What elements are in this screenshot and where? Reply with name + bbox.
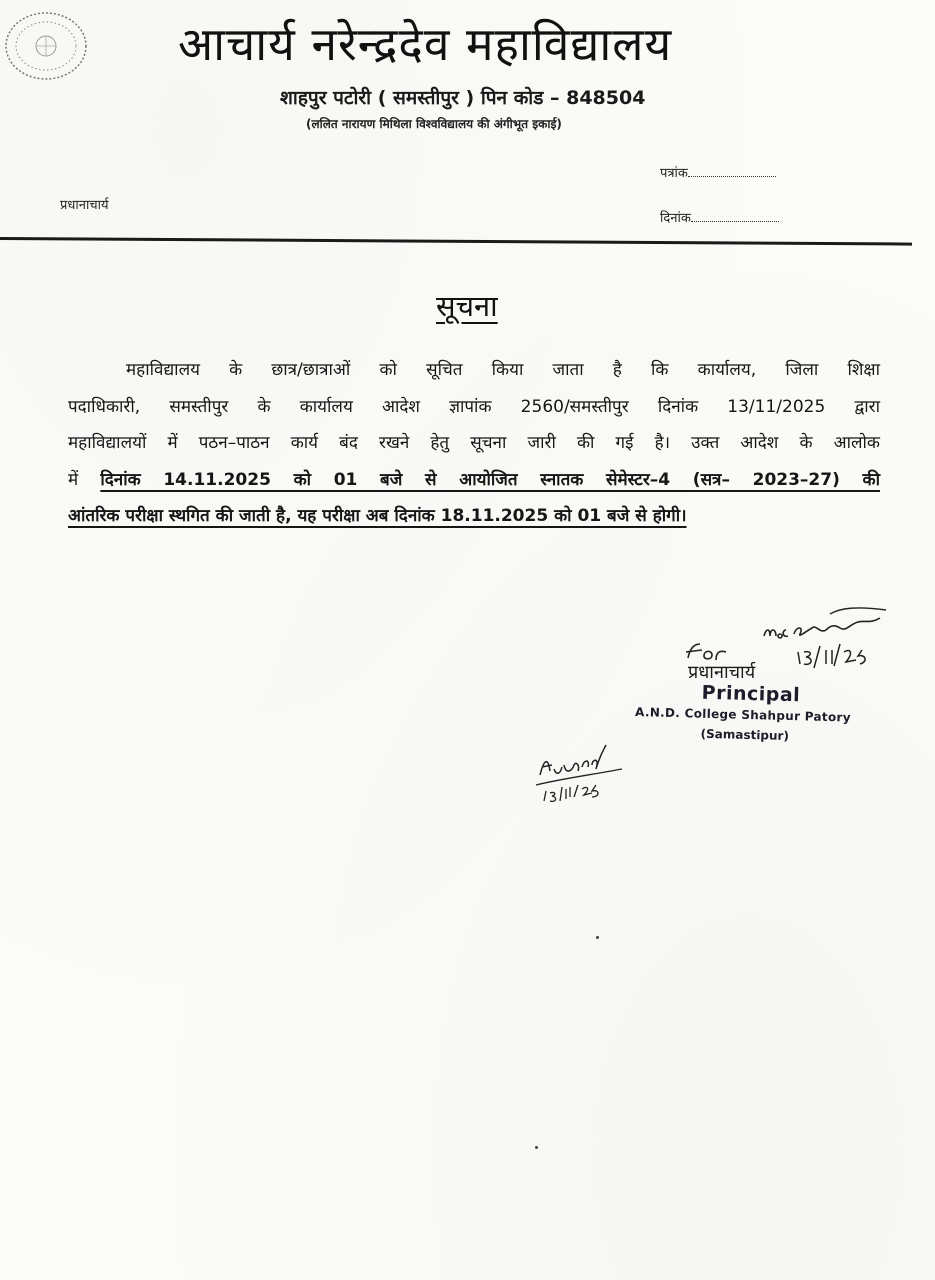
notice-line-5-highlight: आंतरिक परीक्षा स्थगित की जाती है, यह परीक्षा अब दिनांक 18.11.2025 को 01 बजे से होगी। (68, 506, 687, 526)
ref-number-label: पत्रांक (660, 166, 688, 181)
letterhead-designation: प्रधानाचार्य (60, 198, 109, 213)
college-seal-icon (2, 10, 88, 82)
notice-line-1: महाविद्यालय के छात्र/छात्राओं को सूचित किया जाता है कि कार्यालय, जिला शिक्षा (126, 360, 880, 380)
notice-line-5 (68, 498, 880, 535)
speck (535, 1146, 538, 1149)
date-blank (691, 211, 779, 222)
speck (596, 936, 599, 939)
notice-line-4 (68, 462, 880, 499)
notice-title: सूचना (436, 289, 498, 323)
ref-number-blank (688, 166, 776, 177)
header-divider (0, 237, 912, 246)
signatory-designation: प्रधानाचार्य (688, 662, 756, 683)
date-field (660, 208, 779, 226)
university-affiliation: (ललित नारायण मिथिला विश्वविद्यालय की अंगीभूत इकाई) (306, 117, 562, 131)
principal-stamp (634, 680, 876, 744)
notice-body (68, 352, 880, 535)
stamp-location-line: (Samastipur) (700, 726, 790, 744)
stamp-college-line: A.N.D. College Shahpur Patory (634, 704, 852, 725)
notice-line-4-prefix: में (68, 469, 101, 490)
college-name: आचार्य नरेन्द्रदेव महाविद्यालय (178, 17, 673, 71)
date-label: दिनांक (660, 211, 691, 226)
notice-line-3: महाविद्यालयों में पठन–पाठन कार्य बंद रखने हेतु सूचना जारी की गई है। उक्त आदेश के आलोक (68, 433, 880, 453)
college-address: शाहपुर पटोरी ( समस्तीपुर ) पिन कोड – 848504 (280, 87, 646, 109)
stamp-title: Principal (701, 681, 801, 707)
notice-line-4-highlight: दिनांक 14.11.2025 को 01 बजे से आयोजित स्नातक सेमेस्टर–4 (सत्र– 2023–27) की (100, 469, 880, 490)
ref-number-field (660, 163, 776, 181)
second-signature (530, 735, 640, 805)
notice-line-2: पदाधिकारी, समस्तीपुर के कार्यालय आदेश ज्ञापांक 2560/समस्तीपुर दिनांक 13/11/2025 द्वारा (68, 396, 880, 417)
